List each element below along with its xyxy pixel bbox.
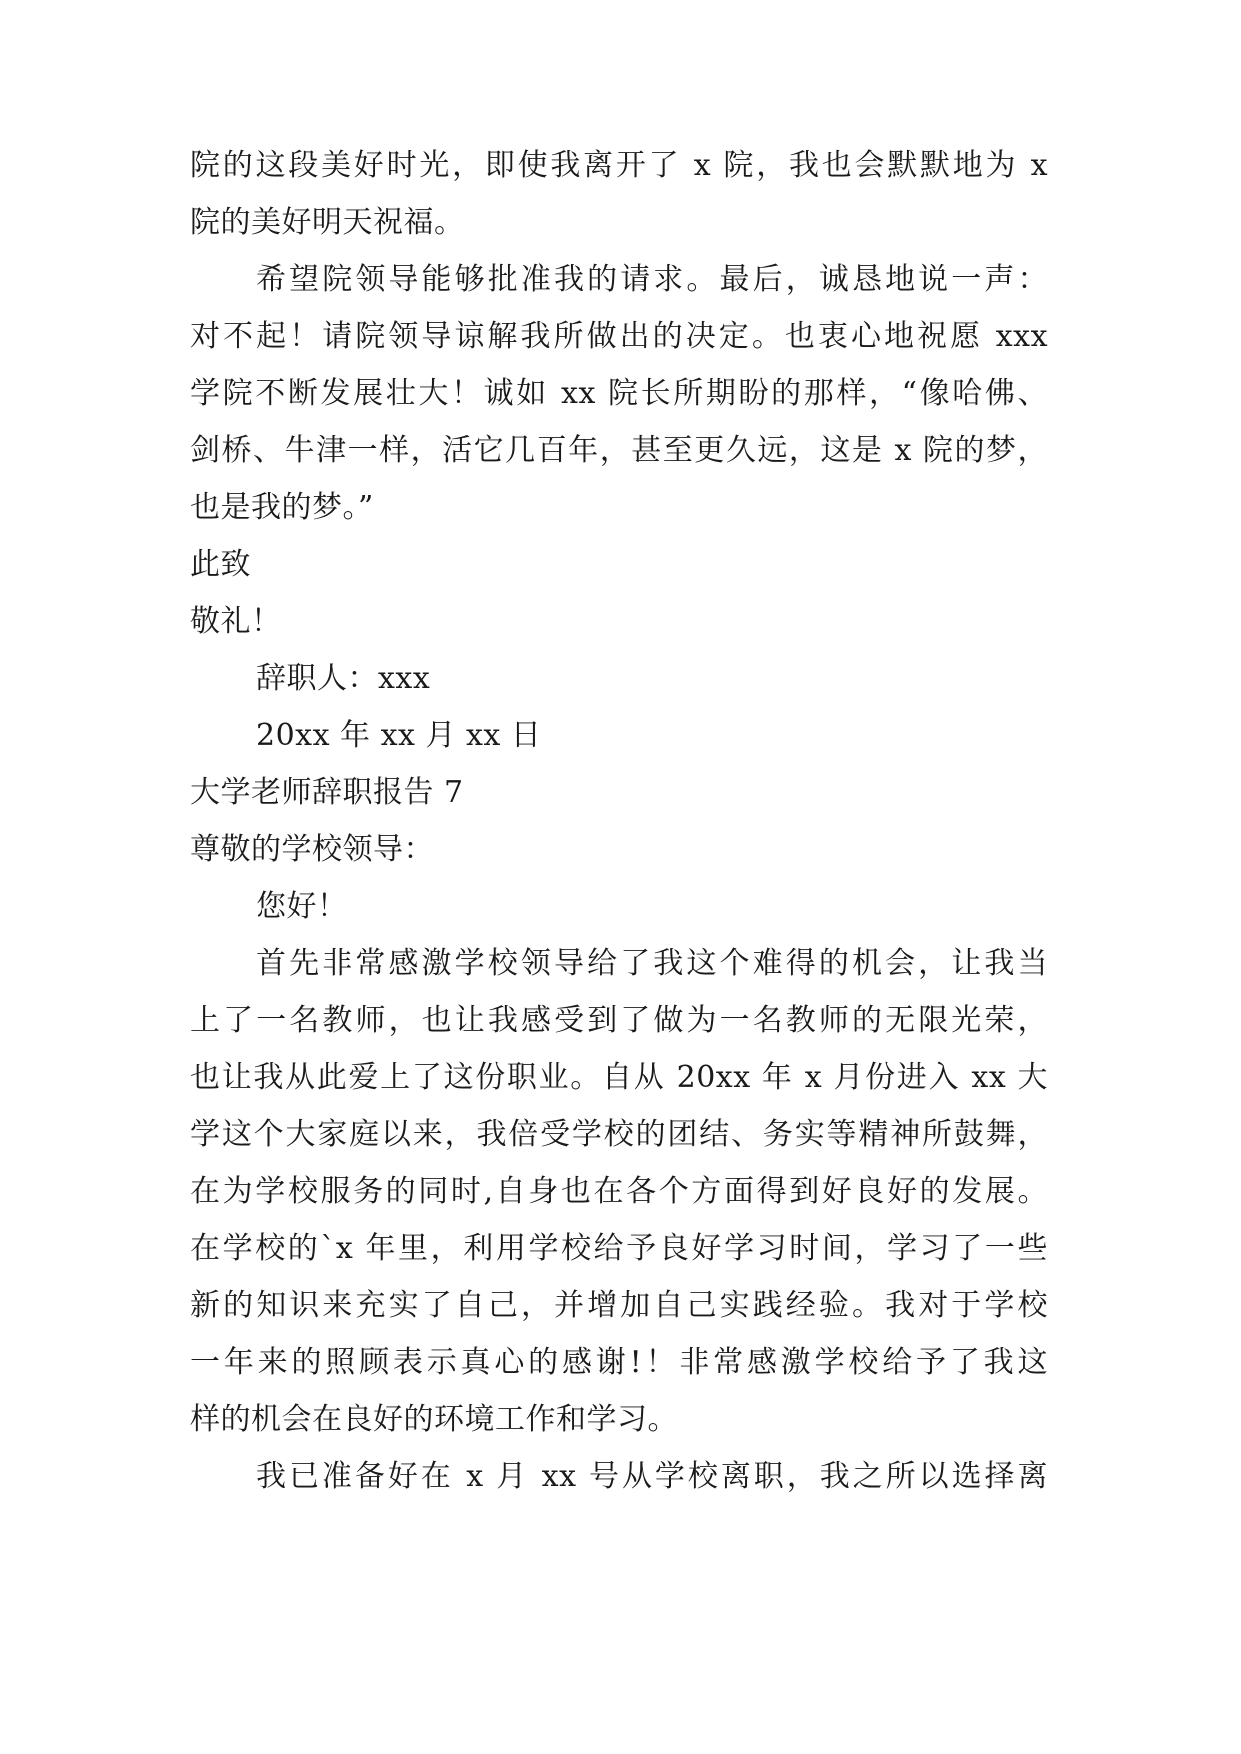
- text-line-24: 我已准备好在 x 月 xx 号从学校离职，我之所以选择离: [256, 1459, 1048, 1494]
- text-line-18: 学这个大家庭以来，我倍受学校的团结、务实等精神所鼓舞，: [190, 1117, 1048, 1152]
- letter-hello: 您好！: [256, 889, 348, 924]
- signature-name: 辞职人：xxx: [256, 661, 431, 696]
- text-line-19: 在为学校服务的同时,自身也在各个方面得到好良好的发展。: [190, 1174, 1048, 1209]
- letter-greeting: 尊敬的学校领导：: [190, 832, 434, 867]
- text-line-2: 院的美好明天祝福。: [190, 205, 465, 240]
- text-line-4: 对不起！请院领导谅解我所做出的决定。也衷心地祝愿 xxx: [190, 319, 1048, 354]
- text-line-16: 上了一名教师，也让我感受到了做为一名教师的无限光荣，: [190, 1003, 1048, 1038]
- text-line-5: 学院不断发展壮大！诚如 xx 院长所期盼的那样，“像哈佛、: [190, 376, 1048, 411]
- signature-date: 20xx 年 xx 月 xx 日: [256, 718, 542, 753]
- section-title: 大学老师辞职报告 7: [190, 775, 464, 810]
- text-line-7: 也是我的梦。”: [190, 490, 374, 525]
- closing-salutation: 此致: [190, 547, 251, 582]
- closing-regards: 敬礼！: [190, 604, 282, 639]
- text-line-17: 也让我从此爱上了这份职业。自从 20xx 年 x 月份进入 xx 大: [190, 1060, 1048, 1095]
- text-line-15: 首先非常感激学校领导给了我这个难得的机会，让我当: [256, 946, 1048, 981]
- text-line-1: 院的这段美好时光，即使我离开了 x 院，我也会默默地为 x: [190, 148, 1048, 183]
- text-line-3: 希望院领导能够批准我的请求。最后，诚恳地说一声：: [256, 262, 1048, 297]
- text-line-20: 在学校的`x 年里，利用学校给予良好学习时间，学习了一些: [190, 1231, 1048, 1266]
- text-line-6: 剑桥、牛津一样，活它几百年，甚至更久远，这是 x 院的梦，: [190, 433, 1048, 468]
- text-line-21: 新的知识来充实了自己，并增加自己实践经验。我对于学校: [190, 1288, 1048, 1323]
- text-line-22: 一年来的照顾表示真心的感谢!！非常感激学校给予了我这: [190, 1345, 1048, 1380]
- text-line-23: 样的机会在良好的环境工作和学习。: [190, 1402, 678, 1437]
